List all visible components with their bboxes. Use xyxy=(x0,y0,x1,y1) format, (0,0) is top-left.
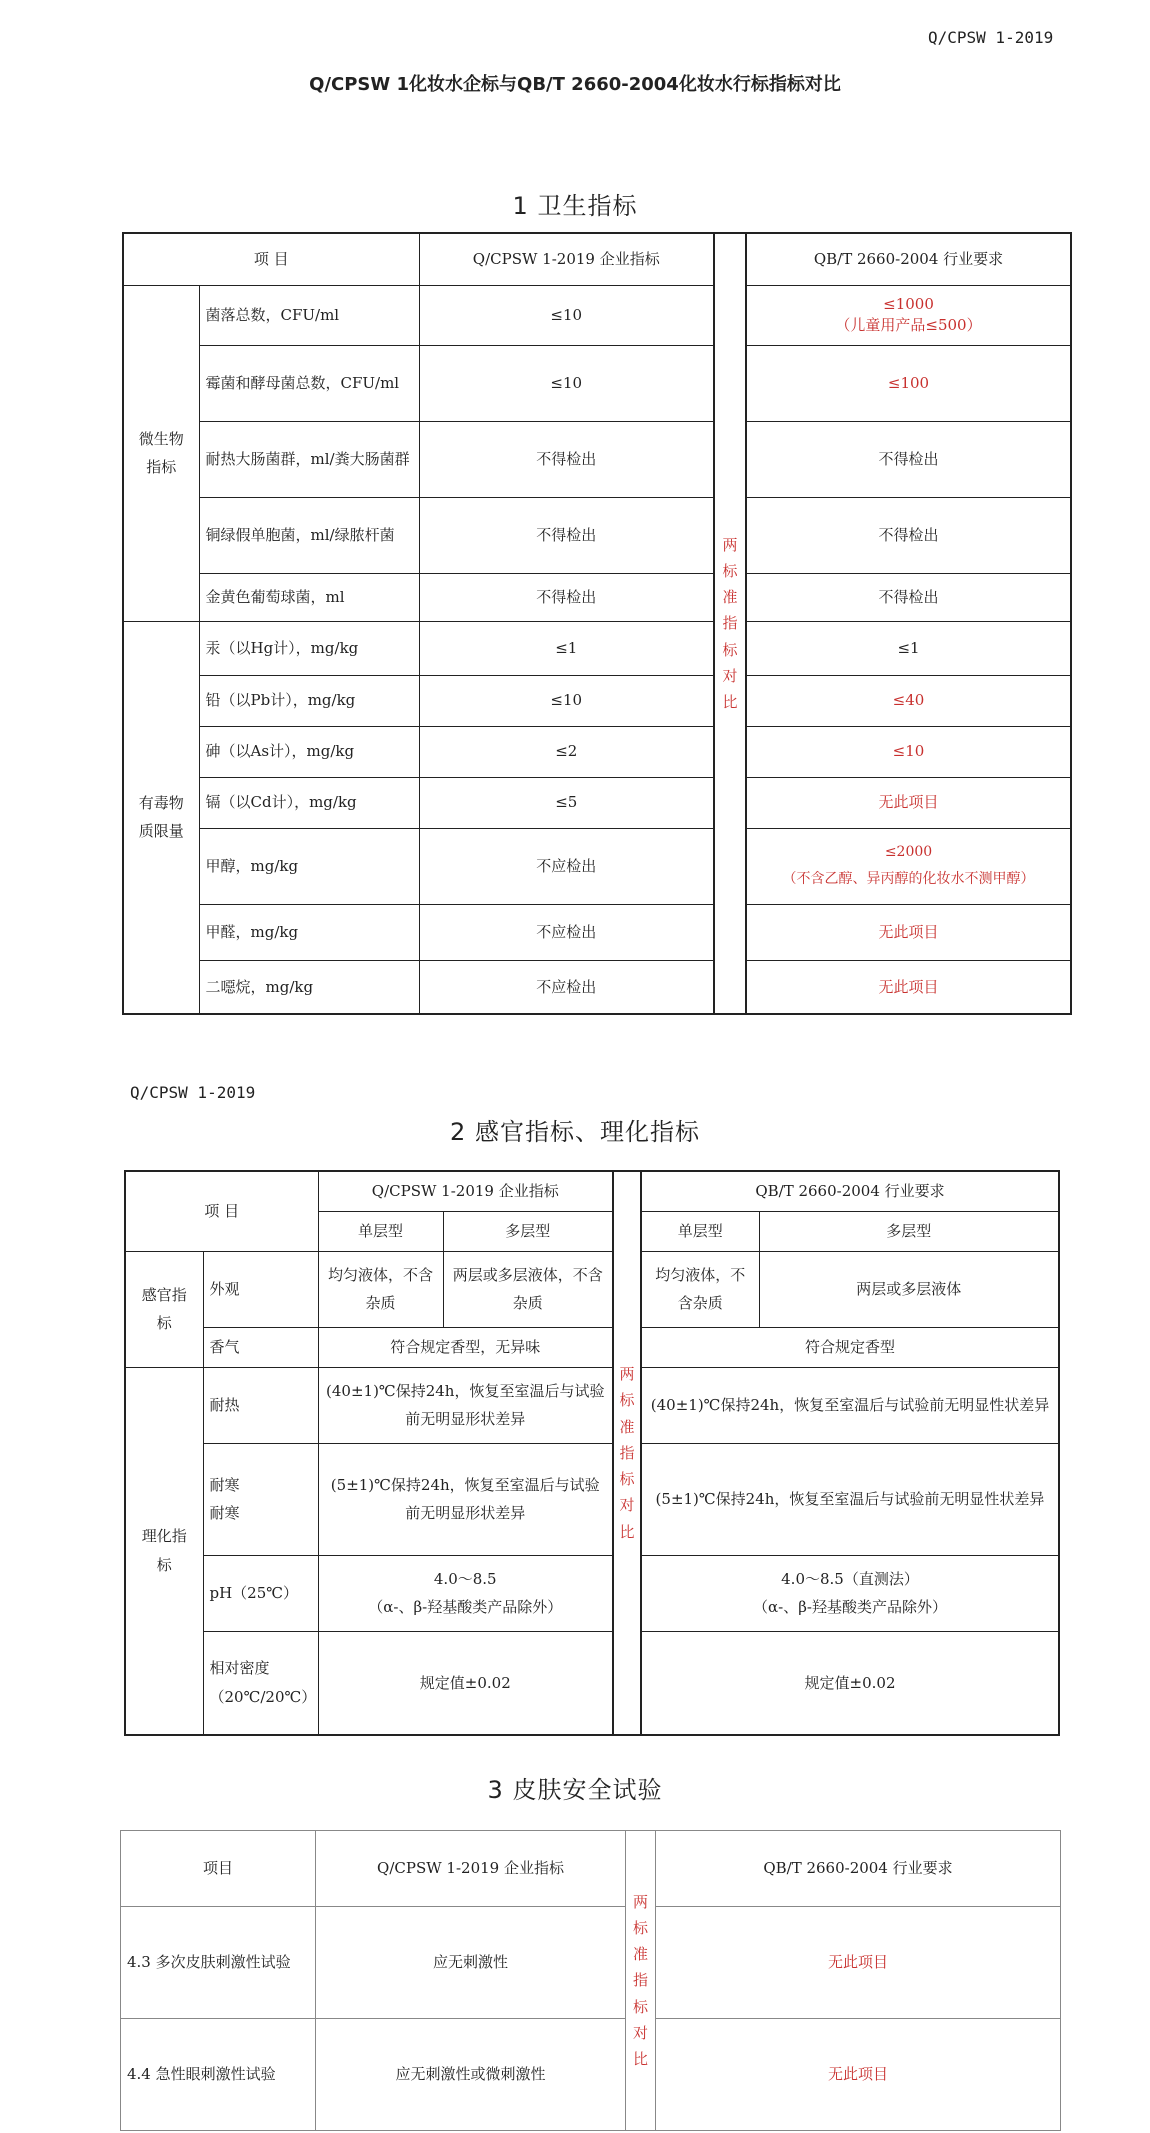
enterprise-value: 不应检出 xyxy=(419,828,714,904)
enterprise-value: 不得检出 xyxy=(419,573,714,621)
enterprise-single: 均匀液体，不含杂质 xyxy=(318,1251,443,1327)
item-cell: 相对密度（20℃/20℃） xyxy=(203,1631,318,1735)
enterprise-value: 不应检出 xyxy=(419,960,714,1014)
enterprise-value: (40±1)℃保持24h，恢复至室温后与试验前无明显形状差异 xyxy=(318,1367,613,1443)
item-cell: 甲醛，mg/kg xyxy=(199,904,419,960)
item-cell: 镉（以Cd计），mg/kg xyxy=(199,777,419,828)
header-item: 项 目 xyxy=(123,233,419,285)
group-toxic: 有毒物质限量 xyxy=(123,621,199,1014)
enterprise-value: ≤1 xyxy=(419,621,714,675)
header-item: 项目 xyxy=(121,1831,316,1907)
enterprise-value: ≤10 xyxy=(419,285,714,345)
enterprise-value: 符合规定香型，无异味 xyxy=(318,1327,613,1367)
item-cell: 汞（以Hg计），mg/kg xyxy=(199,621,419,675)
header-multi-layer: 多层型 xyxy=(443,1211,613,1251)
industry-value: 4.0～8.5（直测法） （α-、β-羟基酸类产品除外） xyxy=(641,1555,1059,1631)
industry-single: 均匀液体，不含杂质 xyxy=(641,1251,759,1327)
industry-value: 无此项目 xyxy=(746,960,1071,1014)
industry-value: ≤2000 （不含乙醇、异丙醇的化妆水不测甲醇） xyxy=(746,828,1071,904)
group-sensory: 感官指标 xyxy=(125,1251,203,1367)
industry-value: 无此项目 xyxy=(656,2019,1061,2131)
group-microbial: 微生物指标 xyxy=(123,285,199,621)
enterprise-multi: 两层或多层液体，不含杂质 xyxy=(443,1251,613,1327)
header-enterprise: Q/CPSW 1-2019 企业指标 xyxy=(419,233,714,285)
enterprise-value: 4.0～8.5 （α-、β-羟基酸类产品除外） xyxy=(318,1555,613,1631)
header-single-layer: 单层型 xyxy=(641,1211,759,1251)
comparison-label: 两标准指标对比 xyxy=(626,1831,656,2131)
skin-safety-table xyxy=(120,1830,1061,2131)
industry-value: (5±1)℃保持24h，恢复至室温后与试验前无明显性状差异 xyxy=(641,1443,1059,1555)
industry-value: ≤10 xyxy=(746,726,1071,777)
item-cell: 耐热大肠菌群，ml/粪大肠菌群 xyxy=(199,421,419,497)
item-cell: 耐热 xyxy=(203,1367,318,1443)
industry-value: ≤1 xyxy=(746,621,1071,675)
industry-value: 无此项目 xyxy=(656,1907,1061,2019)
industry-value: 不得检出 xyxy=(746,421,1071,497)
item-cell: 铅（以Pb计），mg/kg xyxy=(199,675,419,726)
document-code-mid: Q/CPSW 1-2019 xyxy=(130,1083,256,1102)
header-enterprise: Q/CPSW 1-2019 企业指标 xyxy=(316,1831,626,1907)
comparison-label: 两标准指标对比 xyxy=(613,1171,641,1735)
enterprise-value: ≤5 xyxy=(419,777,714,828)
enterprise-value: 不应检出 xyxy=(419,904,714,960)
enterprise-value: 不得检出 xyxy=(419,497,714,573)
header-industry: QB/T 2660-2004 行业要求 xyxy=(746,233,1071,285)
header-item: 项 目 xyxy=(125,1171,318,1251)
document-title: Q/CPSW 1化妆水企标与QB/T 2660-2004化妆水行标指标对比 xyxy=(309,74,841,95)
enterprise-value: ≤2 xyxy=(419,726,714,777)
enterprise-value: ≤10 xyxy=(419,345,714,421)
industry-value: (40±1)℃保持24h，恢复至室温后与试验前无明显性状差异 xyxy=(641,1367,1059,1443)
header-industry: QB/T 2660-2004 行业要求 xyxy=(641,1171,1059,1211)
item-cell: 砷（以As计），mg/kg xyxy=(199,726,419,777)
item-cell: 香气 xyxy=(203,1327,318,1367)
section3-title: 3 皮肤安全试验 xyxy=(487,1776,663,1804)
item-cell: 铜绿假单胞菌，ml/绿脓杆菌 xyxy=(199,497,419,573)
enterprise-value: ≤10 xyxy=(419,675,714,726)
item-cell: 甲醇，mg/kg xyxy=(199,828,419,904)
industry-value: ≤1000 （儿童用产品≤500） xyxy=(746,285,1071,345)
group-physchem: 理化指标 xyxy=(125,1367,203,1735)
industry-value: 无此项目 xyxy=(746,904,1071,960)
industry-value: ≤100 xyxy=(746,345,1071,421)
header-multi-layer: 多层型 xyxy=(759,1211,1059,1251)
enterprise-value: 应无刺激性或微刺激性 xyxy=(316,2019,626,2131)
industry-value: 不得检出 xyxy=(746,573,1071,621)
industry-value: 规定值±0.02 xyxy=(641,1631,1059,1735)
enterprise-value: 不得检出 xyxy=(419,421,714,497)
enterprise-value: 应无刺激性 xyxy=(316,1907,626,2019)
section2-title: 2 感官指标、理化指标 xyxy=(450,1118,700,1146)
item-cell: 二噁烷，mg/kg xyxy=(199,960,419,1014)
industry-value: 不得检出 xyxy=(746,497,1071,573)
sensory-physchem-table xyxy=(124,1170,1060,1736)
header-single-layer: 单层型 xyxy=(318,1211,443,1251)
enterprise-value: (5±1)℃保持24h，恢复至室温后与试验前无明显形状差异 xyxy=(318,1443,613,1555)
item-cell: pH（25℃） xyxy=(203,1555,318,1631)
item-cell: 耐寒 耐寒 xyxy=(203,1443,318,1555)
item-cell: 菌落总数，CFU/ml xyxy=(199,285,419,345)
item-cell: 外观 xyxy=(203,1251,318,1327)
item-cell: 金黄色葡萄球菌，ml xyxy=(199,573,419,621)
industry-value: 无此项目 xyxy=(746,777,1071,828)
header-enterprise: Q/CPSW 1-2019 企业指标 xyxy=(318,1171,613,1211)
header-industry: QB/T 2660-2004 行业要求 xyxy=(656,1831,1061,1907)
item-cell: 霉菌和酵母菌总数，CFU/ml xyxy=(199,345,419,421)
document-code-top: Q/CPSW 1-2019 xyxy=(928,28,1054,47)
item-cell: 4.3 多次皮肤刺激性试验 xyxy=(121,1907,316,2019)
comparison-label: 两标准指标对比 xyxy=(714,233,746,1014)
industry-value: 符合规定香型 xyxy=(641,1327,1059,1367)
hygiene-table xyxy=(122,232,1072,1015)
industry-multi: 两层或多层液体 xyxy=(759,1251,1059,1327)
industry-value: ≤40 xyxy=(746,675,1071,726)
enterprise-value: 规定值±0.02 xyxy=(318,1631,613,1735)
item-cell: 4.4 急性眼刺激性试验 xyxy=(121,2019,316,2131)
section1-title: 1 卫生指标 xyxy=(512,192,638,220)
